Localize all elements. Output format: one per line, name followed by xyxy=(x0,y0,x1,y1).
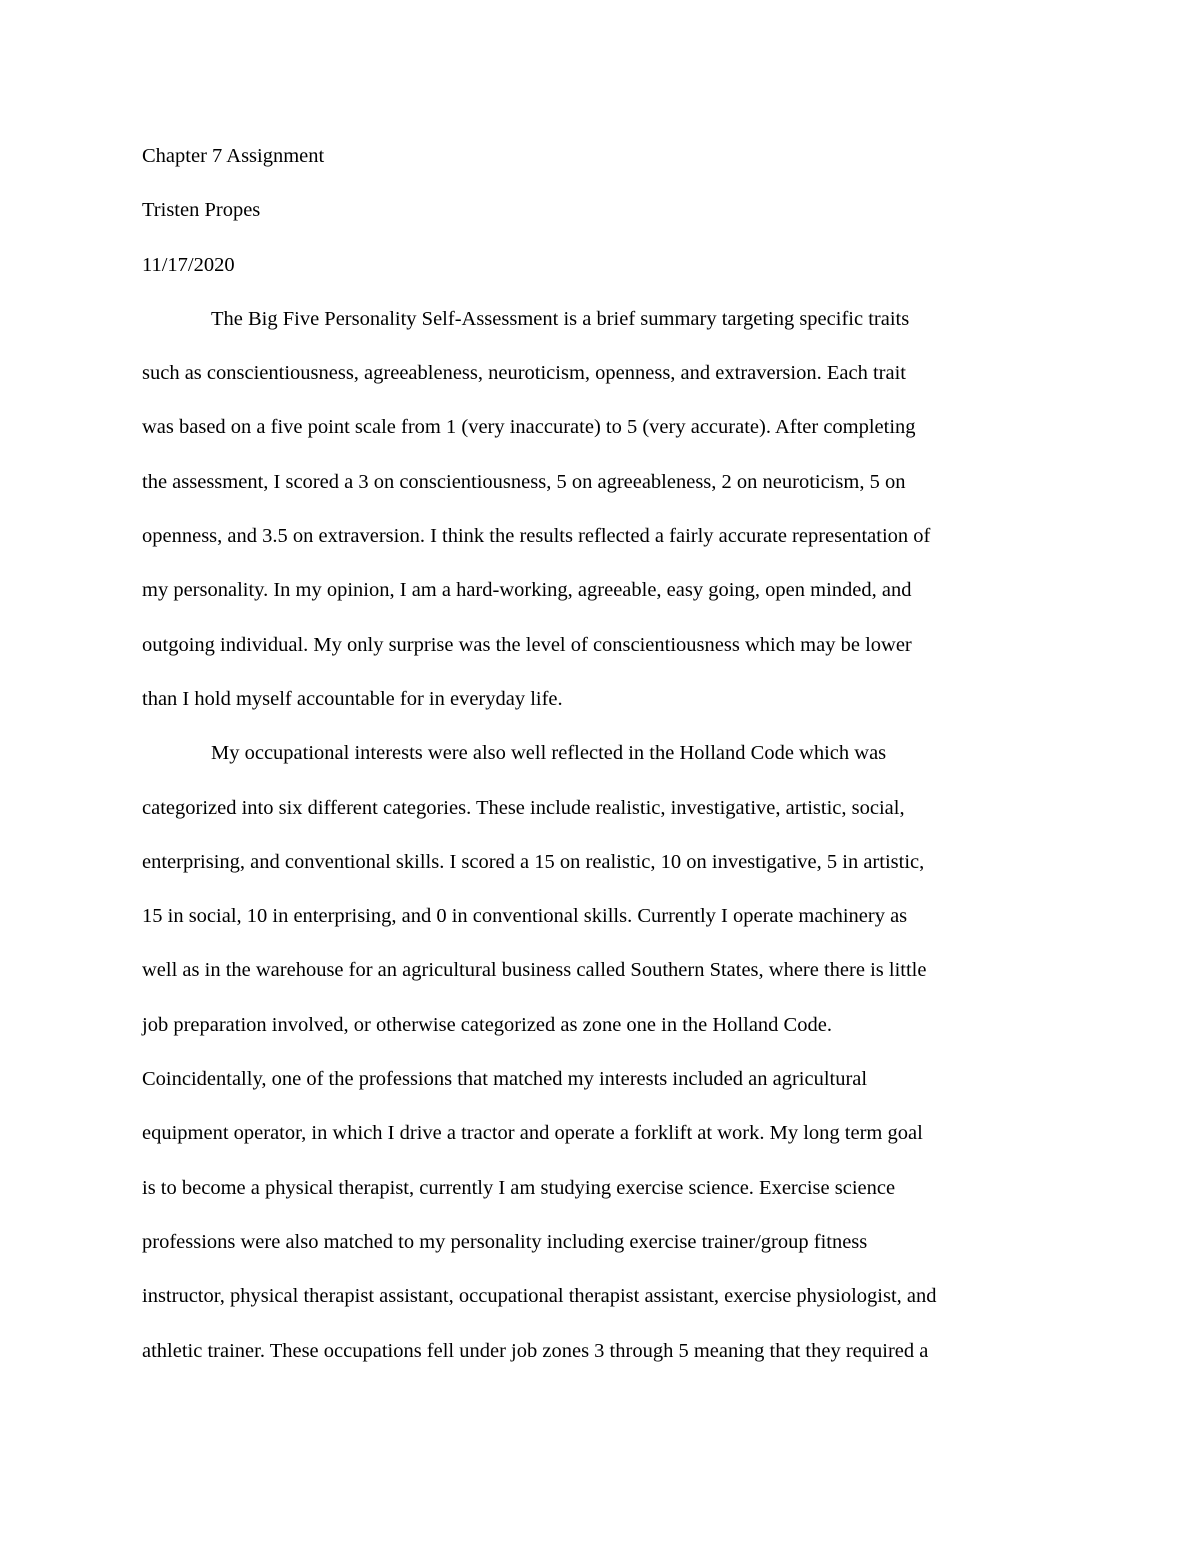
document-body xyxy=(142,140,1062,1389)
paragraph-line: than I hold myself accountable for in everyday life. xyxy=(142,687,563,710)
paragraph-line: well as in the warehouse for an agricultural business called Southern States, where there is little xyxy=(142,959,927,982)
paragraph-line: categorized into six different categories. These include realistic, investigative, artistic, social, xyxy=(142,796,905,819)
paragraph-line: instructor, physical therapist assistant, occupational therapist assistant, exercise physiologist, and xyxy=(142,1285,937,1308)
paragraph-line: job preparation involved, or otherwise categorized as zone one in the Holland Code. xyxy=(142,1013,832,1036)
paragraph-line: was based on a five point scale from 1 (very inaccurate) to 5 (very accurate). After completing xyxy=(142,416,916,439)
paragraph-holland-code xyxy=(142,737,1062,1389)
paragraph-line: outgoing individual. My only surprise was the level of conscientiousness which may be lower xyxy=(142,633,912,656)
paragraph-line: is to become a physical therapist, currently I am studying exercise science. Exercise science xyxy=(142,1176,896,1199)
paragraph-line: the assessment, I scored a 3 on conscientiousness, 5 on agreeableness, 2 on neuroticism, 5 on xyxy=(142,470,906,493)
paragraph-line: athletic trainer. These occupations fell under job zones 3 through 5 meaning that they required a xyxy=(142,1339,929,1362)
paragraph-line: equipment operator, in which I drive a tractor and operate a forklift at work. My long term goal xyxy=(142,1122,923,1145)
paragraph-big-five xyxy=(142,303,1062,737)
paragraph-line: 15 in social, 10 in enterprising, and 0 in conventional skills. Currently I operate machinery as xyxy=(142,905,908,928)
assignment-date: 11/17/2020 xyxy=(142,253,235,276)
assignment-title: Chapter 7 Assignment xyxy=(142,145,325,167)
paragraph-line: Coincidentally, one of the professions that matched my interests included an agricultural xyxy=(142,1068,868,1091)
paragraph-line: such as conscientiousness, agreeableness, neuroticism, openness, and extraversion. Each trait xyxy=(142,362,906,385)
author-name: Tristen Propes xyxy=(142,199,261,222)
paragraph-line: enterprising, and conventional skills. I scored a 15 on realistic, 10 on investigative, 5 in artistic, xyxy=(142,850,925,873)
paragraph-line: my personality. In my opinion, I am a hard-working, agreeable, easy going, open minded, and xyxy=(142,579,912,602)
paragraph-line: professions were also matched to my personality including exercise trainer/group fitness xyxy=(142,1230,868,1253)
paragraph-line: The Big Five Personality Self-Assessment is a brief summary targeting specific traits xyxy=(211,307,910,330)
paragraph-line: openness, and 3.5 on extraversion. I think the results reflected a fairly accurate representation of xyxy=(142,525,931,548)
paragraph-line: My occupational interests were also well reflected in the Holland Code which was xyxy=(211,742,887,765)
